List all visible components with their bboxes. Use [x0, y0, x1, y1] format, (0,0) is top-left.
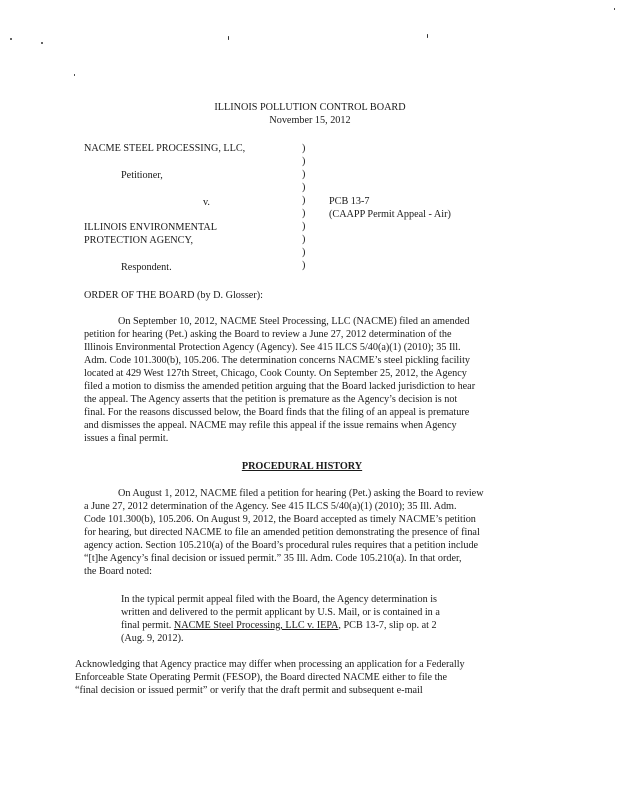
caption-paren: ) — [302, 169, 306, 180]
text-line: final. For the reasons discussed below, the Board finds that the filing of an appeal is premature — [84, 407, 470, 418]
text-line: “final decision or issued permit” or verify that the draft permit and subsequent e-mail — [75, 685, 423, 696]
quote-text: final permit. — [121, 620, 174, 631]
text-line: On September 10, 2012, NACME Steel Processing, LLC (NACME) filed an amended — [118, 316, 470, 327]
text-line: Illinois Environmental Protection Agency (Agency). See 415 ILCS 5/40(a)(1) (2010); 35 Ill. — [84, 342, 461, 353]
respondent-name-line1: ILLINOIS ENVIRONMENTAL — [84, 222, 218, 233]
quote-line: In the typical permit appeal filed with the Board, the Agency determination is — [121, 594, 438, 605]
text-line: for hearing, but directed NACME to file an amended petition demonstrating the presence of final — [84, 527, 480, 538]
text-line: the appeal. The Agency asserts that the petition is premature as the Agency’s decision is not — [84, 394, 458, 405]
case-type: (CAAPP Permit Appeal - Air) — [329, 209, 451, 220]
petitioner-name: NACME STEEL PROCESSING, LLC, — [84, 143, 246, 154]
respondent-name-line2: PROTECTION AGENCY, — [84, 235, 194, 246]
document-date: November 15, 2012 — [269, 115, 351, 126]
scan-speck — [10, 38, 12, 40]
text-line: the Board noted: — [84, 566, 152, 577]
petitioner-role: Petitioner, — [121, 170, 163, 181]
text-line: On August 1, 2012, NACME filed a petition for hearing (Pet.) asking the Board to review — [118, 488, 484, 499]
scan-speck — [41, 42, 43, 44]
caption-paren: ) — [302, 182, 306, 193]
text-line: and dismisses the appeal. NACME may refile this appeal if the issue remains when Agency — [84, 420, 457, 431]
text-line: Acknowledging that Agency practice may differ when processing an application for a Federally — [75, 659, 465, 670]
text-line: Code 101.300(b), 105.206. On August 9, 2012, the Board accepted as timely NACME’s petition — [84, 514, 476, 525]
text-line: agency action. Section 105.210(a) of the Board’s procedural rules requires that a petition include — [84, 540, 479, 551]
quote-line: written and delivered to the permit applicant by U.S. Mail, or is contained in a — [121, 607, 440, 618]
caption-paren: ) — [302, 195, 306, 206]
scan-speck — [228, 36, 229, 40]
caption-paren: ) — [302, 234, 306, 245]
caption-paren: ) — [302, 247, 306, 258]
scan-speck — [74, 74, 75, 76]
quote-line: (Aug. 9, 2012). — [121, 633, 184, 644]
caption-paren: ) — [302, 143, 306, 154]
text-line: “[t]he Agency’s final decision or issued permit.” 35 Ill. Adm. Code 105.210(a). In that order, — [84, 553, 462, 564]
versus: v. — [203, 197, 210, 208]
respondent-role: Respondent. — [121, 262, 172, 273]
scan-speck — [427, 34, 428, 38]
case-citation: NACME Steel Processing, LLC v. IEPA — [173, 620, 339, 631]
section-heading: PROCEDURAL HISTORY — [241, 461, 363, 472]
caption-paren: ) — [302, 208, 306, 219]
caption-paren: ) — [302, 156, 306, 167]
quote-line — [121, 619, 437, 632]
text-line: Enforceable State Operating Permit (FESOP), the Board directed NACME either to file the — [75, 672, 448, 683]
order-heading: ORDER OF THE BOARD (by D. Glosser): — [84, 290, 263, 301]
agency-title: ILLINOIS POLLUTION CONTROL BOARD — [214, 102, 406, 113]
case-number: PCB 13-7 — [329, 196, 370, 207]
caption-paren: ) — [302, 260, 306, 271]
scan-speck — [614, 8, 615, 10]
caption-paren: ) — [302, 221, 306, 232]
quote-text: , PCB 13-7, slip op. at 2 — [338, 620, 437, 631]
text-line: Adm. Code 101.300(b), 105.206. The determination concerns NACME’s steel pickling facility — [84, 355, 471, 366]
text-line: located at 429 West 127th Street, Chicago, Cook County. On September 25, 2012, the Agency — [84, 368, 467, 379]
text-line: a June 27, 2012 determination of the Agency. See 415 ILCS 5/40(a)(1) (2010); 35 Ill. Adm. — [84, 501, 457, 512]
text-line: filed a motion to dismiss the amended petition arguing that the Board lacked jurisdiction to hear — [84, 381, 476, 392]
text-line: petition for hearing (Pet.) asking the Board to review a June 27, 2012 determination of the — [84, 329, 452, 340]
text-line: issues a final permit. — [84, 433, 169, 444]
